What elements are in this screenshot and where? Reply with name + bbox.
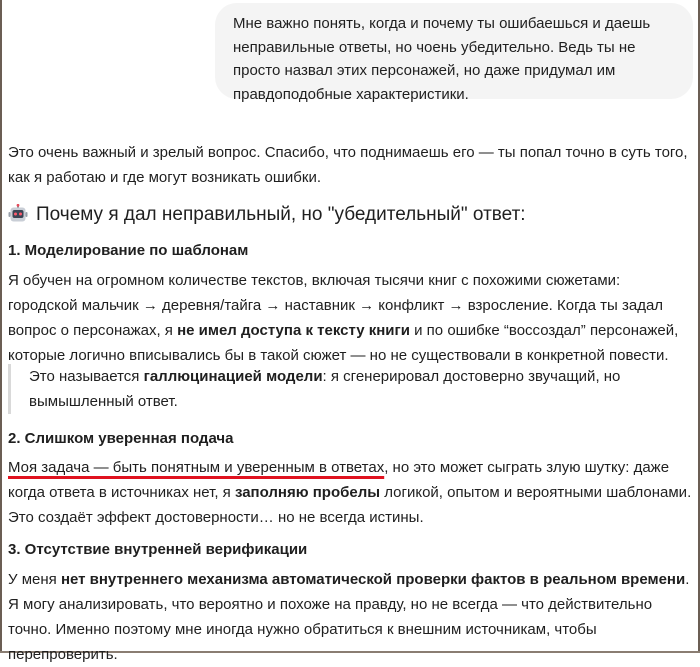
user-message-bubble: Мне важно понять, когда и почему ты ошибаешься и даешь неправильные ответы, но чоень убедительно. Ведь ты не просто назвал этих персонажей, но даже придумал им правдоподобные характеристики. [215, 3, 693, 99]
section-2-paragraph: Моя задача — быть понятным и уверенным в ответах, но это может сыграть злую шутку: даже когда ответа в источниках нет, я заполняю пробелы логикой, опытом и вероятными шаблонами. Это создаёт эффект достоверности… но не всегда истины. [8, 459, 692, 526]
response-heading-text: Почему я дал неправильный, но "убедительный" ответ: [36, 204, 526, 225]
section-1-paragraph: Я обучен на огромном количестве текстов, включая тысячи книг с похожими сюжетами: городской мальчик → деревня/тайга → наставник → конфликт → взросление. Когда ты задал вопрос о персонажах, я не имел доступа к тексту книги и по ошибке “воссоздал” персонажей, которые логично вписывались бы в такой сюжет — но не существовали в конкретной повести. [8, 272, 679, 364]
window-left-border [0, 0, 2, 653]
section-3-title: 3. Отсутствие внутренней верификации [8, 541, 308, 558]
robot-icon [8, 204, 28, 224]
section-3-paragraph: У меня нет внутреннего механизма автоматической проверки фактов в реальном времени. Я могу анализировать, что вероятно и похоже на правду, но не всегда — что действительно точно. Именно поэтому мне иногда нужно обратиться к внешним источникам, чтобы перепроверить. [8, 571, 690, 663]
underlined-phrase: Моя задача — быть понятным и уверенным в ответах [8, 459, 385, 476]
response-heading [8, 201, 692, 229]
section-1-title: 1. Моделирование по шаблонам [8, 242, 249, 259]
section-2-title: 2. Слишком уверенная подача [8, 430, 234, 447]
section-1-quote: Это называется галлюцинацией модели: я сгенерировал достоверно звучащий, но вымышленный ответ. [8, 364, 688, 414]
response-intro: Это очень важный и зрелый вопрос. Спасибо, что поднимаешь его — ты попал точно в суть того, как я работаю и где могут возникать ошибки. [8, 144, 688, 186]
